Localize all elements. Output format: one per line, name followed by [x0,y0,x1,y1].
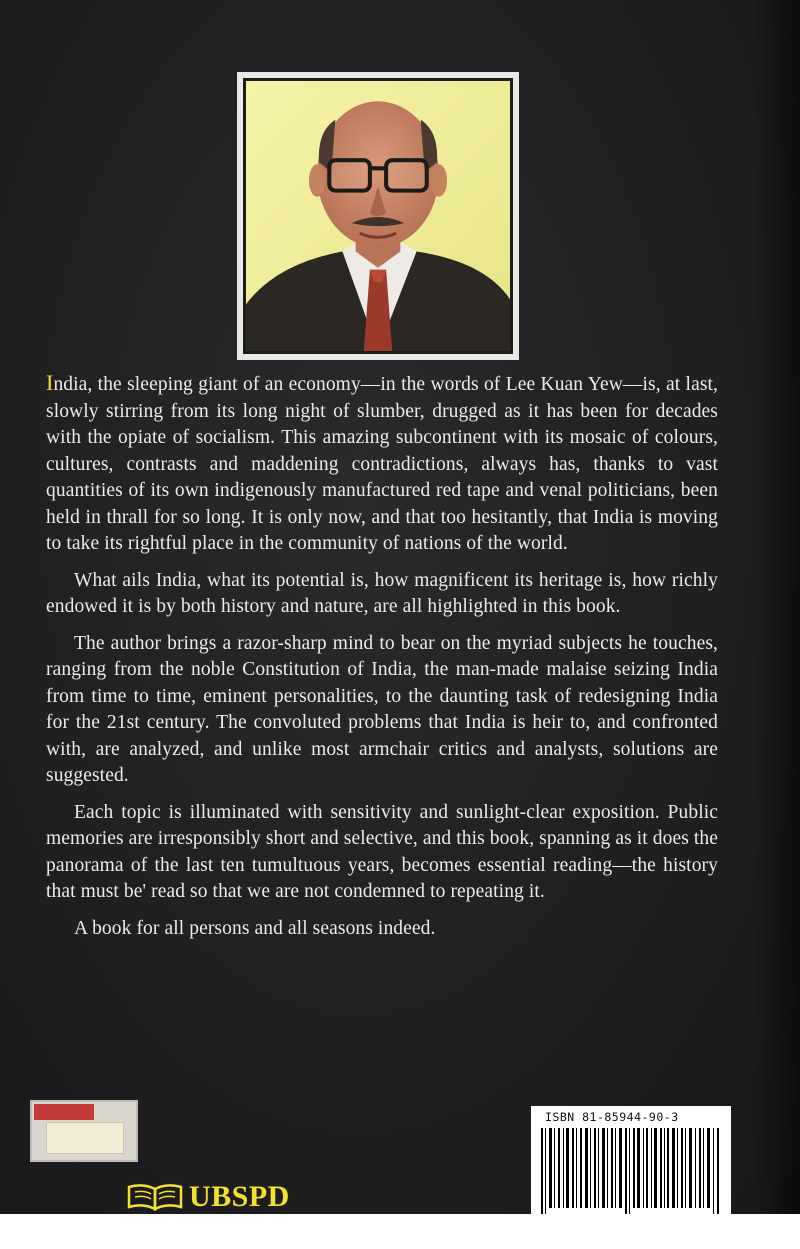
blurb-paragraph-2: What ails India, what its potential is, how magnificent its heritage is, how richly endowed it is by both history and nature, are all highlighted in this book. [46,569,718,617]
sticker-red-tag [34,1104,94,1120]
barcode [539,1128,723,1214]
isbn-barcode-block [531,1106,731,1214]
cover-edge-shadow [754,0,800,1214]
author-portrait-image [246,81,510,351]
isbn-number: ISBN 81-85944-90-3 [545,1110,679,1124]
blurb-closing-line: A book for all persons and all seasons indeed. [74,917,436,939]
barcode-icon [539,1128,723,1214]
open-book-icon [127,1183,183,1211]
author-photo-inner [243,78,513,354]
blurb-paragraph-3: The author brings a razor-sharp mind to bear on the myriad subjects he touches, ranging from the noble Constitution of India, the man-made malaise seizing India from time to time, eminent personalities, to the daunting task of redesigning India for the 21st century. The convoluted problems that India is heir to, and confronted with, are analyzed, and unlike most armchair critics and analysts, solutions are suggested. [46,632,718,786]
author-photo [237,72,519,360]
blurb-paragraph-1-text: ndia, the sleeping giant of an economy—in the words of Lee Kuan Yew—is, at last, slowly stirring from its long night of slumber, drugged as it has been for decades with the opiate of socialism. This amazing subcontinent with its mosaic of colours, cultures, contrasts and maddening contradictions, always has, thanks to vast quantities of its own indigenously manufactured red tape and venal politicians, been held in thrall for so long. It is only now, and that too hesitantly, that India is moving to take its rightful place in the community of nations of the world. [46,374,718,554]
back-cover-blurb [46,370,718,952]
publisher-name: UBSPD [189,1180,290,1213]
blurb-paragraph-1 [46,370,718,558]
publisher-imprint [127,1180,290,1214]
price-sticker [30,1100,138,1162]
drop-cap-letter: I [46,370,54,395]
blurb-paragraph-4: Each topic is illuminated with sensitivity and sunlight-clear exposition. Public memories are irresponsibly short and selective, and this book, spanning as it does the panorama of the last ten tumultuous years, becomes essential reading—the history that must be' read so that we are not condemned to repeating it. [46,801,718,902]
sticker-label [46,1122,124,1154]
